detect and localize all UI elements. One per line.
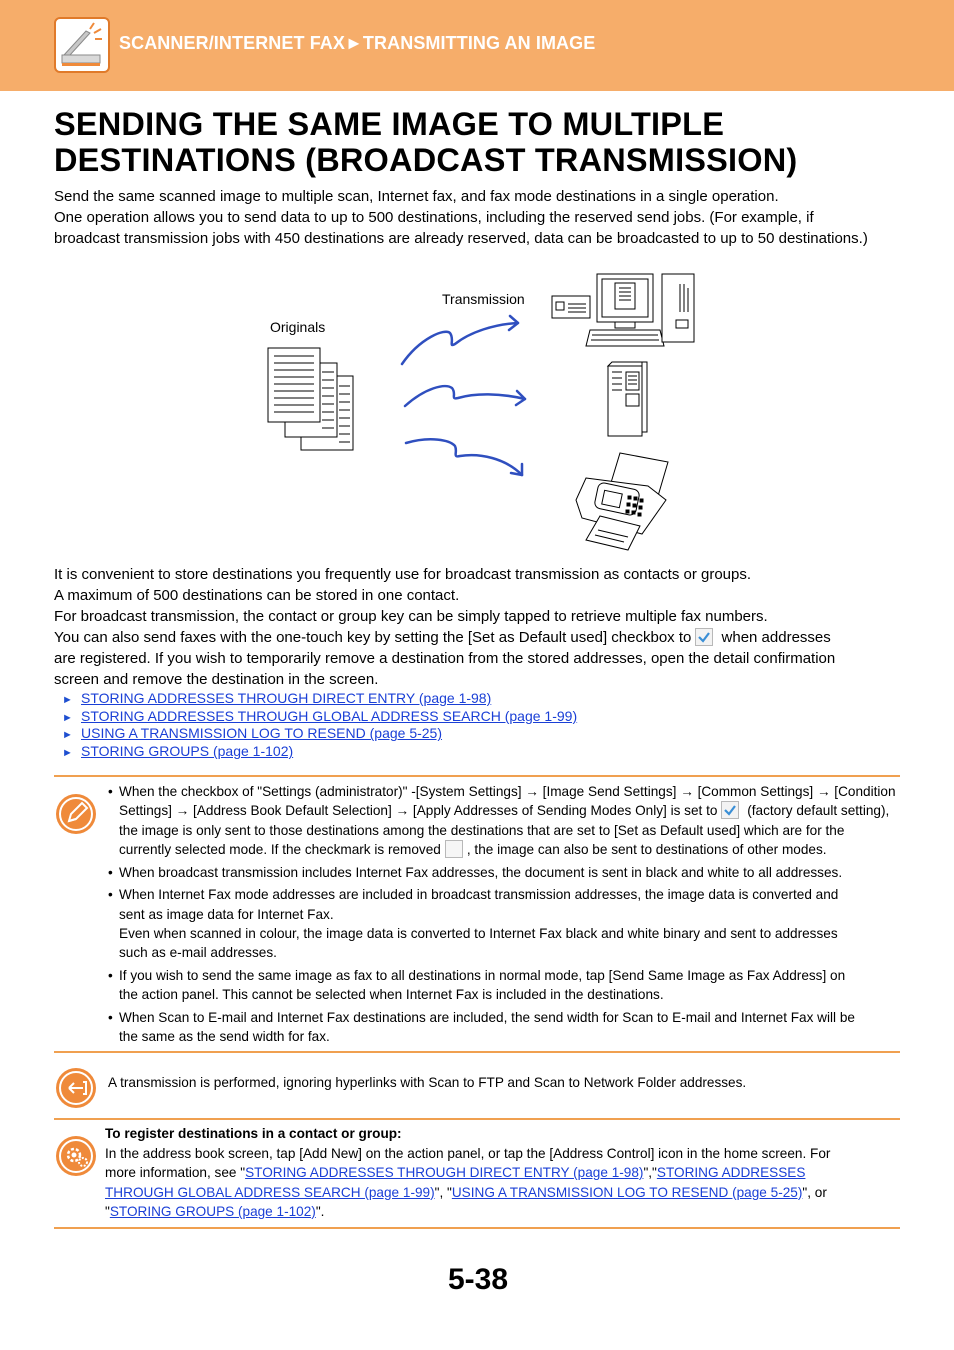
link-row bbox=[62, 690, 762, 708]
register-line bbox=[105, 1163, 900, 1183]
register-text: ", " bbox=[434, 1184, 452, 1200]
unchecked-checkbox-icon bbox=[445, 840, 463, 858]
body-line: It is convenient to store destinations you frequently use for broadcast transmission as contacts or groups. bbox=[54, 566, 752, 583]
register-text: " bbox=[105, 1204, 110, 1219]
page-title-line-1: SENDING THE SAME IMAGE TO MULTIPLE bbox=[54, 106, 725, 142]
return-arrow-icon bbox=[56, 1068, 96, 1108]
transmission-arrow bbox=[405, 386, 525, 406]
register-line bbox=[105, 1202, 900, 1222]
note-line: • If you wish to send the same image as fax to all destinations in normal mode, tap [Send Same Image as Fax Address] on bbox=[119, 967, 846, 983]
note-line-part: currently selected mode. If the checkmark is removed bbox=[119, 841, 441, 857]
triangle-arrow-icon: ► bbox=[62, 694, 73, 706]
breadcrumb: SCANNER/INTERNET FAX►TRANSMITTING AN IMAGE bbox=[119, 33, 596, 53]
page-number: 5-38 bbox=[448, 1263, 509, 1296]
note-line: • When Scan to E-mail and Internet Fax destinations are included, the send width for Scan to E-mail and Internet Fax will be bbox=[119, 1009, 855, 1025]
note-line: • When Internet Fax mode addresses are included in broadcast transmission addresses, the image data is converted and bbox=[119, 887, 839, 903]
register-section bbox=[105, 1124, 900, 1222]
note-line: such as e-mail addresses. bbox=[119, 945, 277, 961]
link-row bbox=[62, 743, 762, 761]
note-line: sent as image data for Internet Fax. bbox=[119, 906, 334, 922]
link-row bbox=[62, 725, 762, 743]
intro-line: Send the same scanned image to multiple scan, Internet fax, and fax mode destinations in a single operation. bbox=[54, 188, 779, 205]
note-line: • When the checkbox of "Settings (administrator)" -[System Settings] → [Image Send Settings] → [Common Settings] → [Condition bbox=[119, 784, 896, 799]
divider bbox=[54, 1118, 900, 1120]
register-text: ", or bbox=[802, 1184, 827, 1200]
register-line: In the address book screen, tap [Add New] on the action panel, or tap the [Address Control] icon in the home screen. For bbox=[105, 1145, 831, 1161]
triangle-arrow-icon: ► bbox=[62, 747, 73, 760]
body-paragraph bbox=[54, 564, 914, 690]
reference-links bbox=[62, 690, 762, 761]
body-line: A maximum of 500 destinations can be stored in one contact. bbox=[54, 587, 460, 604]
note-line bbox=[119, 840, 898, 859]
triangle-arrow-icon: ► bbox=[62, 729, 73, 742]
note-line-part: (factory default setting), bbox=[747, 803, 890, 819]
register-text: ". bbox=[315, 1204, 325, 1219]
note-item bbox=[106, 1008, 898, 1047]
link-transmission-log[interactable]: USING A TRANSMISSION LOG TO RESEND (page 5-25) bbox=[451, 1184, 803, 1200]
page-title bbox=[54, 106, 914, 178]
register-text: "," bbox=[643, 1165, 657, 1180]
register-text: more information, see " bbox=[105, 1165, 246, 1180]
note-line: the image is only sent to those destinations among the destinations that are set to [Set as Default used] which are for the bbox=[119, 822, 845, 838]
link-global-address-search[interactable]: THROUGH GLOBAL ADDRESS SEARCH (page 1-99) bbox=[105, 1184, 435, 1200]
note-item bbox=[106, 782, 898, 859]
computer-icon bbox=[586, 274, 694, 346]
scanner-icon bbox=[54, 17, 110, 73]
note-item bbox=[106, 885, 898, 962]
divider bbox=[54, 1051, 900, 1053]
note-item bbox=[106, 966, 898, 1005]
note-line-part: , the image can also be sent to destinations of other modes. bbox=[466, 841, 827, 857]
triangle-arrow-icon: ► bbox=[62, 711, 73, 724]
note-line: • When broadcast transmission includes Internet Fax addresses, the document is sent in black and white to all addresses. bbox=[119, 864, 843, 880]
note-line: the same as the send width for fax. bbox=[119, 1029, 330, 1045]
memo-text: A transmission is performed, ignoring hyperlinks with Scan to FTP and Scan to Network Folder addresses. bbox=[108, 1075, 747, 1090]
checked-checkbox-icon bbox=[721, 801, 739, 819]
pencil-note-icon bbox=[56, 794, 96, 834]
link-global-address-search[interactable]: STORING ADDRESSES bbox=[656, 1165, 806, 1180]
divider bbox=[54, 1227, 900, 1229]
intro-line: broadcast transmission jobs with 450 destinations are already reserved, data can be broadcasted to up to 50 destinations.) bbox=[54, 230, 868, 247]
broadcast-diagram bbox=[260, 268, 710, 553]
link-direct-entry[interactable]: STORING ADDRESSES THROUGH DIRECT ENTRY (page 1-98) bbox=[81, 690, 492, 706]
fax-machine-icon bbox=[576, 453, 668, 550]
body-line: screen and remove the destination in the screen. bbox=[54, 671, 379, 688]
originals-document-icon bbox=[268, 348, 353, 450]
link-storing-groups[interactable]: STORING GROUPS (page 1-102) bbox=[81, 743, 294, 760]
settings-gear-icon bbox=[56, 1136, 96, 1176]
transmission-arrow bbox=[406, 439, 522, 475]
transmission-arrow bbox=[402, 323, 518, 364]
body-line: For broadcast transmission, the contact or group key can be simply tapped to retrieve multiple fax numbers. bbox=[54, 608, 768, 625]
note-line-part: Settings] → [Address Book Default Selection] → [Apply Addresses of Sending Modes Only] is set to bbox=[119, 803, 718, 819]
body-line-part: when addresses bbox=[721, 629, 831, 646]
intro-line: One operation allows you to send data to up to 500 destinations, including the reserved send jobs. (For example, if bbox=[54, 209, 814, 226]
notes-list bbox=[106, 782, 898, 1050]
originals-label: Originals bbox=[270, 319, 326, 335]
transmission-label: Transmission bbox=[442, 291, 525, 307]
page-title-line-2: DESTINATIONS (BROADCAST TRANSMISSION) bbox=[54, 142, 798, 178]
intro-paragraph bbox=[54, 186, 914, 249]
link-row bbox=[62, 708, 762, 726]
link-direct-entry[interactable]: STORING ADDRESSES THROUGH DIRECT ENTRY (page 1-98) bbox=[245, 1165, 644, 1180]
checked-checkbox-icon bbox=[695, 628, 713, 646]
link-global-address-search[interactable]: STORING ADDRESSES THROUGH GLOBAL ADDRESS SEARCH (page 1-99) bbox=[81, 707, 578, 724]
body-line bbox=[54, 627, 914, 648]
note-line: the action panel. This cannot be selected when Internet Fax is included in the destinations. bbox=[119, 987, 664, 1003]
register-heading: To register destinations in a contact or group: bbox=[105, 1126, 402, 1141]
server-icon bbox=[608, 362, 647, 436]
body-line-part: You can also send faxes with the one-touch key by setting the [Set as Default used] checkbox to bbox=[54, 629, 692, 646]
link-transmission-log[interactable]: USING A TRANSMISSION LOG TO RESEND (page 5-25) bbox=[81, 725, 443, 742]
note-item bbox=[106, 863, 898, 882]
note-line: Even when scanned in colour, the image data is converted to Internet Fax black and white binary and sent to addresses bbox=[119, 925, 838, 941]
divider bbox=[54, 775, 900, 777]
envelope-icon bbox=[552, 296, 590, 318]
link-storing-groups[interactable]: STORING GROUPS (page 1-102) bbox=[109, 1204, 316, 1219]
register-line bbox=[105, 1183, 900, 1203]
body-line: are registered. If you wish to temporarily remove a destination from the stored addresses, open the detail confirmation bbox=[54, 650, 836, 667]
note-line bbox=[119, 801, 898, 820]
